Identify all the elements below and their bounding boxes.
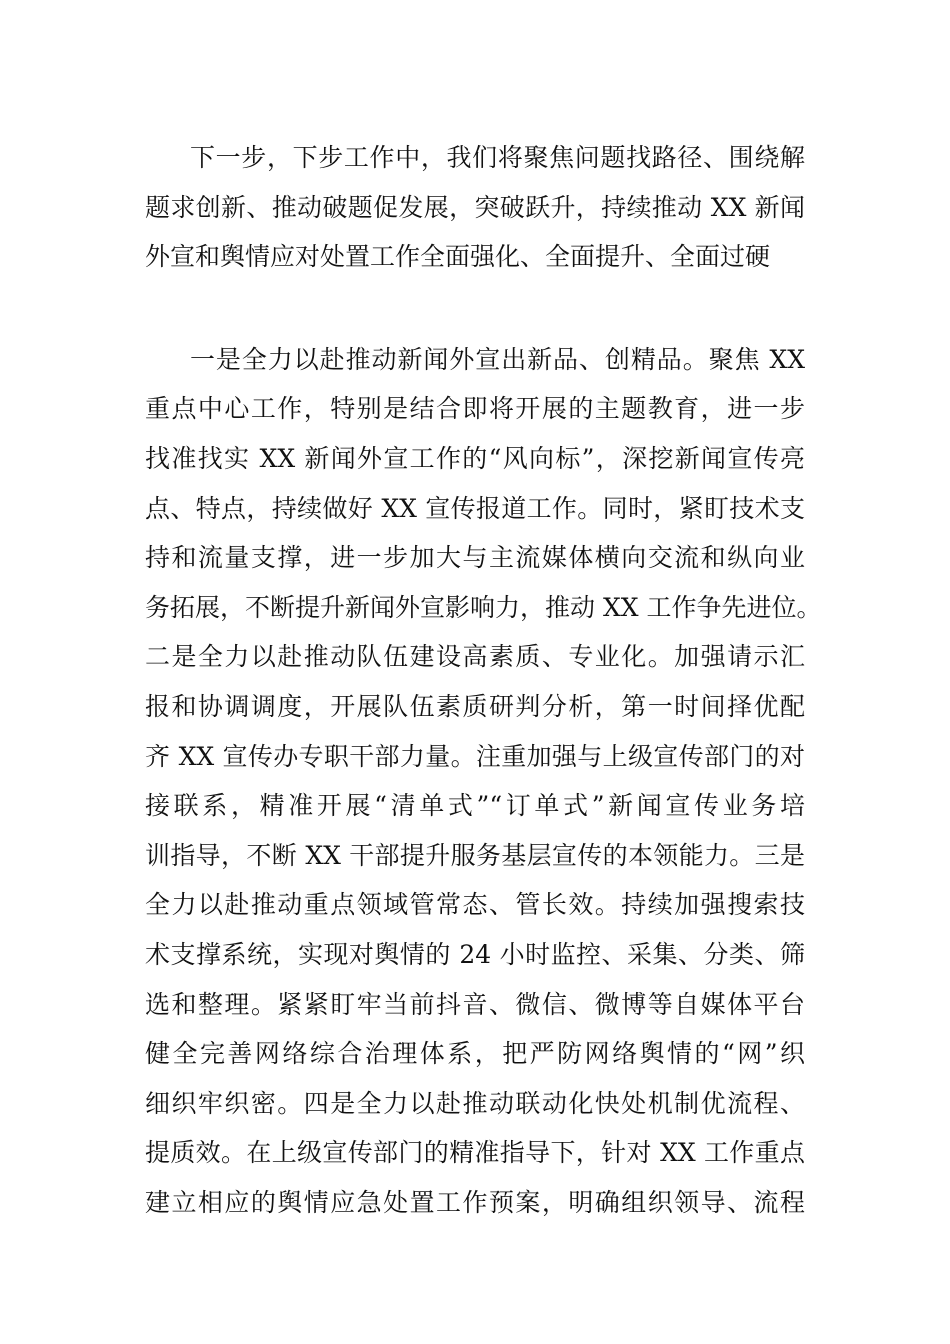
text-line: 一是全力以赴推动新闻外宣出新品、创精品。聚焦 XX [190, 344, 805, 374]
text-line: 报和协调调度，开展队伍素质研判分析，第一时间择优配 [145, 691, 805, 721]
text-line: 题求创新、推动破题促发展，突破跃升，持续推动 XX 新闻 [145, 192, 805, 222]
text-line: 持和流量支撑，进一步加大与主流媒体横向交流和纵向业 [145, 543, 805, 573]
text-line: 重点中心工作，特别是结合即将开展的主题教育，进一步 [145, 394, 805, 424]
text-line: 下一步，下步工作中，我们将聚焦问题找路径、围绕解 [190, 143, 805, 172]
text-line: 点、特点，持续做好 XX 宣传报道工作。同时，紧盯技术支 [145, 493, 805, 523]
text-line: 建立相应的舆情应急处置工作预案，明确组织领导、流程 [145, 1187, 805, 1217]
text-line: 齐 XX 宣传办专职干部力量。注重加强与上级宣传部门的对 [145, 741, 805, 771]
text-line: 提质效。在上级宣传部门的精准指导下，针对 XX 工作重点 [145, 1138, 805, 1168]
text-line: 细织牢织密。四是全力以赴推动联动化快处机制优流程、 [145, 1088, 805, 1118]
text-line: 选和整理。紧紧盯牢当前抖音、微信、微博等自媒体平台 [145, 989, 805, 1019]
text-line: 术支撑系统，实现对舆情的 24 小时监控、采集、分类、筛 [145, 939, 805, 969]
text-line: 外宣和舆情应对处置工作全面强化、全面提升、全面过硬 [145, 242, 771, 272]
text-line: 务拓展，不断提升新闻外宣影响力，推动 XX 工作争先进位。 [145, 592, 822, 622]
paragraph-gap [145, 282, 805, 335]
text-line: 找准找实 XX 新闻外宣工作的“风向标”，深挖新闻宣传亮 [145, 443, 805, 473]
text-line: 训指导，不断 XX 干部提升服务基层宣传的本领能力。三是 [145, 840, 805, 870]
text-line: 二是全力以赴推动队伍建设高素质、专业化。加强请示汇 [145, 642, 805, 672]
text-line: 接联系，精准开展“清单式”“订单式”新闻宣传业务培 [145, 791, 805, 821]
paragraph-work-plan [145, 335, 822, 1228]
document-page [145, 133, 822, 1227]
paragraph-next-steps [145, 133, 805, 282]
text-line: 健全完善网络综合治理体系，把严防网络舆情的“网”织 [145, 1039, 805, 1069]
text-line: 全力以赴推动重点领域管常态、管长效。持续加强搜索技 [145, 890, 805, 920]
